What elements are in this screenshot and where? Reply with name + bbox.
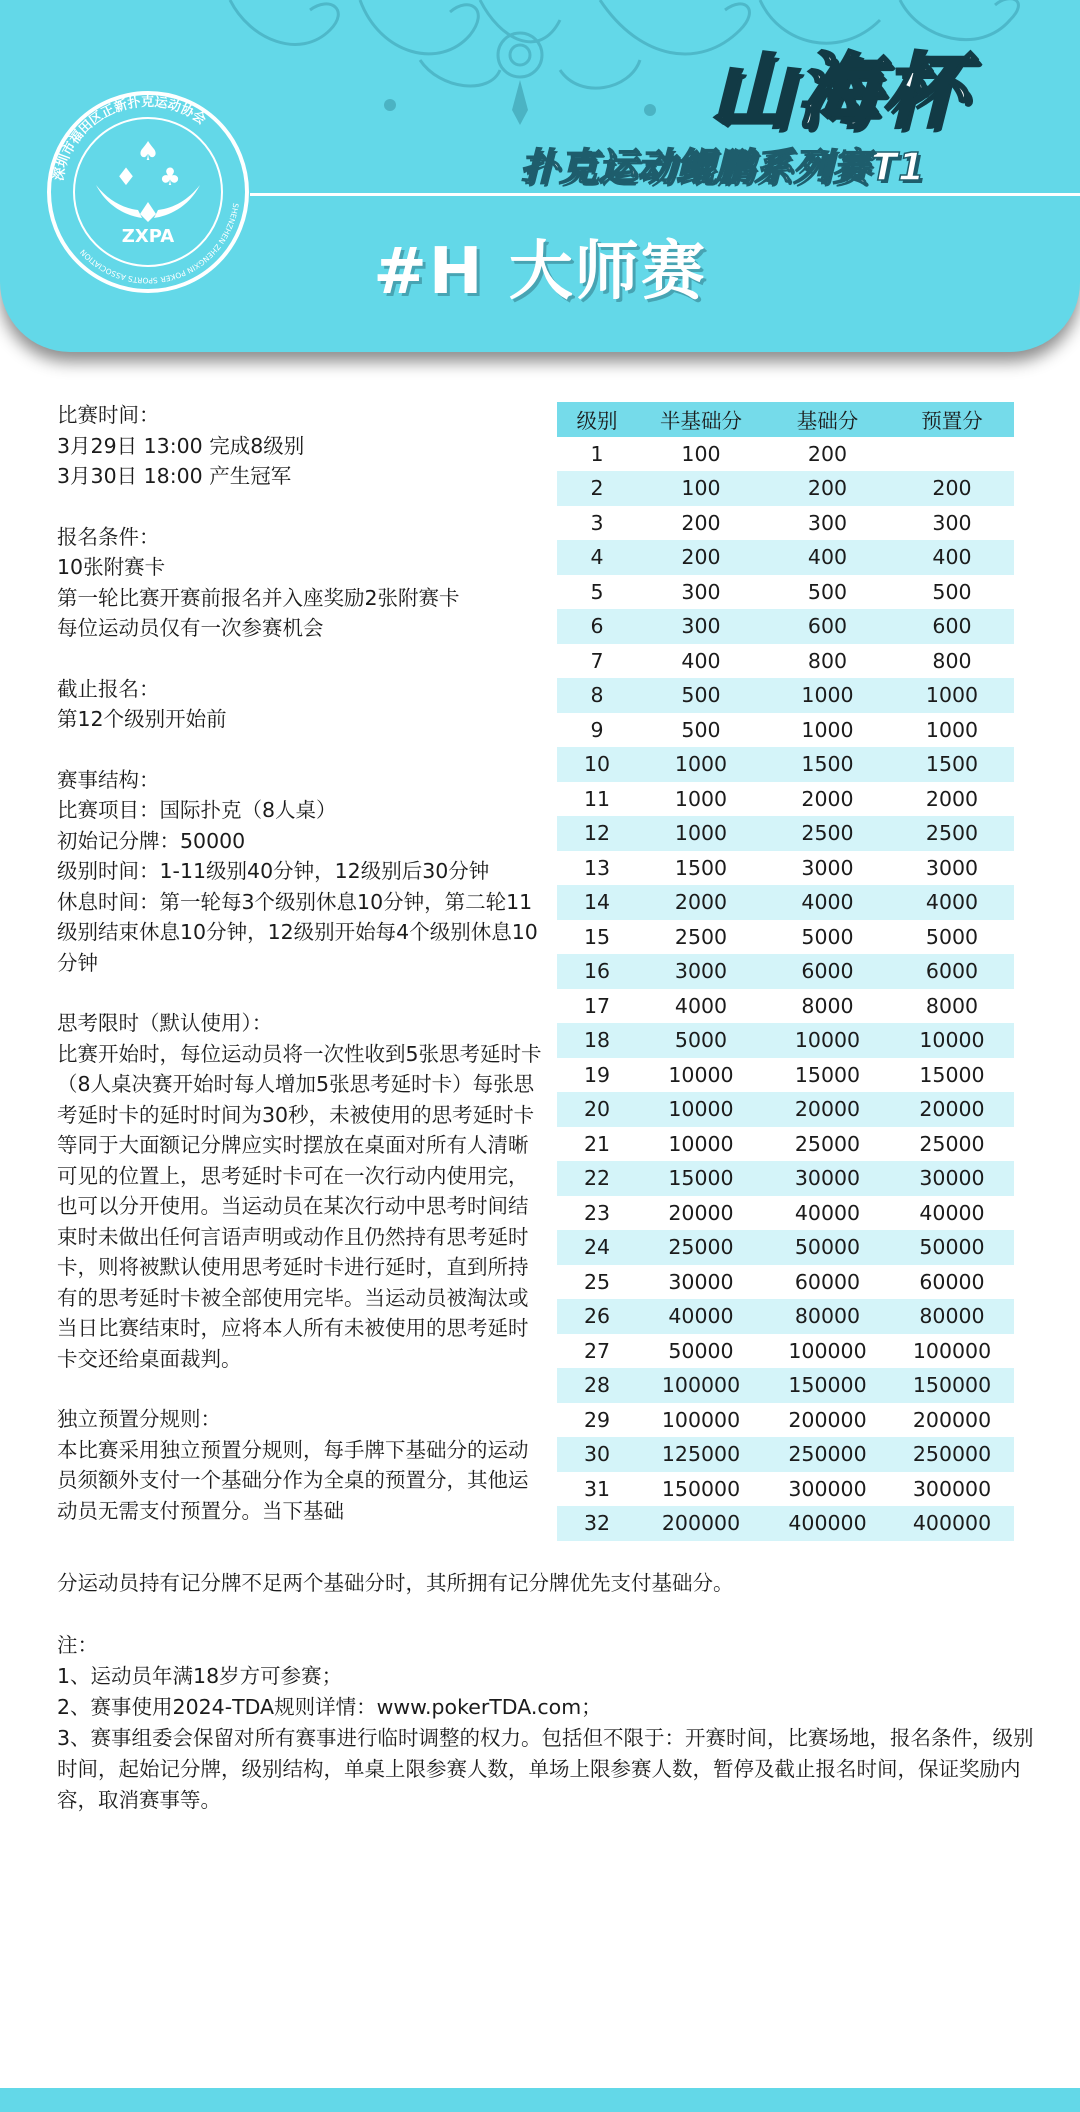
cell-ante: 6000 [925, 959, 979, 984]
cell-level: 28 [583, 1373, 611, 1398]
cell-ante: 500 [932, 579, 972, 604]
table-row [557, 1127, 1014, 1162]
cell-big-blind: 40000 [794, 1200, 861, 1225]
cell-ante: 1500 [925, 752, 979, 777]
cell-big-blind: 300000 [788, 1476, 867, 1501]
cell-big-blind: 1500 [801, 752, 854, 777]
structure-line: 初始记分牌：50000 [57, 828, 246, 853]
cell-ante: 200 [932, 476, 972, 501]
table-row [557, 782, 1014, 817]
cell-small-blind: 2500 [674, 924, 728, 949]
cell-big-blind: 200000 [788, 1407, 867, 1432]
cell-small-blind: 125000 [661, 1442, 741, 1467]
table-row [557, 609, 1014, 644]
cell-big-blind: 600 [807, 614, 848, 639]
cell-small-blind: 200 [681, 510, 721, 535]
cell-small-blind: 500 [681, 683, 721, 708]
cell-ante: 100000 [912, 1338, 992, 1363]
ante-body-tail: 分运动员持有记分牌不足两个基础分时，其所拥有记分牌优先支付基础分。 [57, 1571, 734, 1595]
note-item: 3、赛事组委会保留对所有赛事进行临时调整的权力。包括但不限于：开赛时间，比赛场地，报名条件，级别时间，起始记分牌，级别结构，单桌上限参赛人数，单场上限参赛人数，暂停及截止报名时间，保证奖励内容，取消赛事等。 [57, 1726, 1034, 1812]
cell-ante: 800 [932, 648, 972, 673]
cell-big-blind: 1000 [801, 717, 854, 742]
table-row [557, 954, 1014, 989]
cell-level: 1 [590, 441, 604, 466]
table-row [557, 747, 1014, 782]
cell-ante: 400 [932, 545, 972, 570]
table-row [557, 1058, 1014, 1093]
table-row [557, 851, 1014, 886]
cell-level: 23 [583, 1200, 611, 1225]
deadline-line: 第12个级别开始前 [57, 707, 227, 731]
ante-label: 独立预置分规则： [57, 1407, 221, 1431]
cell-big-blind: 20000 [794, 1097, 861, 1122]
table-row [557, 1023, 1014, 1058]
structure-line: 比赛项目：国际扑克（8人桌） [57, 798, 337, 822]
cell-level: 6 [590, 614, 604, 639]
table-row [557, 885, 1014, 920]
event-info [57, 400, 547, 1526]
time-label: 比赛时间： [57, 403, 160, 427]
cell-small-blind: 200000 [661, 1511, 741, 1536]
cell-level: 24 [583, 1235, 611, 1260]
cell-big-blind: 8000 [801, 993, 854, 1018]
cell-ante: 300000 [912, 1476, 992, 1501]
table-row [557, 989, 1014, 1024]
deadline-label: 截止报名： [57, 676, 160, 701]
cell-ante: 150000 [912, 1373, 992, 1398]
cell-big-blind: 30000 [794, 1166, 861, 1191]
cell-level: 29 [583, 1407, 611, 1432]
ante-body: 本比赛采用独立预置分规则，每手牌下基础分的运动员须额外支付一个基础分作为全桌的预置分，其他运动员无需支付预置分。当下基础 [57, 1437, 529, 1523]
cell-small-blind: 300 [681, 579, 721, 604]
cell-small-blind: 1500 [674, 855, 728, 880]
brand-subtitle: 扑克运动鲲鹏系列赛T1 [520, 145, 926, 189]
cell-ante: 50000 [919, 1235, 985, 1260]
note-item: 1、运动员年满18岁方可参赛； [57, 1664, 343, 1688]
cell-level: 30 [583, 1442, 611, 1467]
header-banner [0, 0, 1080, 352]
cell-level: 26 [583, 1304, 611, 1329]
table-row [557, 1299, 1014, 1334]
cell-ante: 20000 [919, 1097, 985, 1122]
cell-big-blind: 10000 [794, 1028, 861, 1053]
cell-level: 15 [583, 924, 611, 949]
table-row [557, 713, 1014, 748]
blind-structure-table [557, 402, 1014, 1541]
cell-big-blind: 1000 [801, 683, 854, 708]
cell-big-blind: 2500 [801, 821, 854, 846]
cell-level: 18 [583, 1028, 611, 1053]
cell-small-blind: 100 [681, 476, 721, 501]
cell-ante: 5000 [925, 924, 979, 949]
club-icon: ♣ [159, 163, 181, 191]
entry-label: 报名条件： [57, 524, 160, 549]
think-body: 比赛开始时，每位运动员将一次性收到5张思考延时卡（8人桌决赛开始时每人增加5张思考延时卡）每张思考延时卡的延时时间为30秒，未被使用的思考延时卡等同于大面额记分牌应实时摆放在桌面对所有人清晰可见的位置上，思考延时卡可在一次行动内使用完，也可以分开使用。当运动员在某次行动中思考时间结束时未做出任何言语声明或动作且仍然持有思考延时卡，则将被默认使用思考延时卡进行延时，直到所持有的思考延时卡被全部使用完毕。当运动员被淘汰或当日比赛结束时，应将本人所有未被使用的思考延时卡交还给桌面裁判。 [57, 1041, 542, 1371]
cell-level: 21 [583, 1131, 611, 1156]
table-row [557, 1092, 1014, 1127]
header-level: 级别 [576, 409, 618, 434]
cell-small-blind: 10000 [668, 1062, 734, 1087]
header-divider [250, 193, 1080, 196]
cell-level: 10 [583, 752, 611, 777]
cell-small-blind: 150000 [661, 1476, 741, 1501]
cell-ante [890, 437, 1014, 472]
cell-ante: 80000 [919, 1304, 985, 1329]
event-title: #H 大师赛 [373, 235, 707, 309]
cell-small-blind: 100000 [661, 1373, 741, 1398]
time-line: 3月29日 13:00 完成8级别 [57, 433, 305, 458]
cell-ante: 30000 [919, 1166, 985, 1191]
table-row [557, 1437, 1014, 1472]
cell-level: 3 [590, 510, 604, 535]
cell-ante: 4000 [925, 890, 979, 915]
cell-ante: 60000 [919, 1269, 985, 1294]
cell-small-blind: 400 [681, 648, 721, 673]
cell-ante: 15000 [919, 1062, 985, 1087]
cell-big-blind: 3000 [801, 855, 854, 880]
cell-level: 20 [583, 1097, 611, 1122]
cell-small-blind: 5000 [674, 1028, 728, 1053]
cell-big-blind: 15000 [794, 1062, 861, 1087]
cell-level: 31 [583, 1476, 611, 1501]
cell-small-blind: 30000 [668, 1269, 734, 1294]
cell-small-blind: 300 [681, 614, 721, 639]
cell-small-blind: 10000 [668, 1097, 734, 1122]
table-row [557, 678, 1014, 713]
note-item: 2、赛事使用2024-TDA规则详情：www.pokerTDA.com； [57, 1695, 602, 1719]
cell-big-blind: 2000 [801, 786, 854, 811]
cell-level: 14 [583, 890, 611, 915]
cell-level: 12 [583, 821, 611, 846]
cell-ante: 250000 [912, 1442, 992, 1467]
cell-ante: 2500 [925, 821, 979, 846]
cell-big-blind: 50000 [794, 1235, 861, 1260]
cell-big-blind: 5000 [801, 924, 854, 949]
cell-ante: 400000 [912, 1511, 992, 1536]
cell-small-blind: 4000 [674, 993, 728, 1018]
brand-title: 山海杯 [710, 45, 968, 140]
cell-level: 7 [590, 648, 604, 673]
cell-ante: 200000 [912, 1407, 992, 1432]
cell-small-blind: 40000 [668, 1304, 734, 1329]
cell-small-blind: 3000 [674, 959, 728, 984]
cell-small-blind: 100000 [661, 1407, 741, 1432]
cell-level: 17 [583, 993, 611, 1018]
table-row [557, 1265, 1014, 1300]
cell-level: 11 [583, 786, 611, 811]
cell-small-blind: 1000 [674, 786, 728, 811]
cell-big-blind: 25000 [794, 1131, 861, 1156]
table-row [557, 1334, 1014, 1369]
table-row [557, 920, 1014, 955]
cell-big-blind: 400000 [788, 1511, 867, 1536]
cell-level: 9 [590, 717, 604, 742]
cell-big-blind: 6000 [801, 959, 854, 984]
cell-big-blind: 200 [807, 476, 848, 501]
logo-ring-en: SHENZHEN ZHENGXIN POKER SPORTS ASSOCIATION [78, 202, 241, 286]
header-small-blind: 半基础分 [660, 409, 742, 434]
cell-small-blind: 1000 [674, 821, 728, 846]
cell-ante: 2000 [925, 786, 979, 811]
table-row [557, 1506, 1014, 1541]
cell-ante: 40000 [919, 1200, 985, 1225]
cell-big-blind: 500 [807, 579, 848, 604]
cell-level: 4 [590, 545, 604, 570]
table-row [557, 437, 1014, 472]
structure-label: 赛事结构： [57, 767, 160, 792]
table-row [557, 1196, 1014, 1231]
cell-ante: 8000 [925, 993, 979, 1018]
cell-level: 8 [590, 683, 604, 708]
cell-ante: 25000 [919, 1131, 985, 1156]
spade-icon: ♠ [136, 137, 160, 167]
cell-level: 25 [583, 1269, 611, 1294]
cell-small-blind: 20000 [668, 1200, 734, 1225]
cell-big-blind: 300 [807, 510, 848, 535]
cell-level: 19 [583, 1062, 611, 1087]
structure-break-text: 休息时间：第一轮每3个级别休息10分钟，第二轮11级别结束休息10分钟，12级别开始每4个级别休息10分钟 [57, 889, 538, 975]
logo-abbr: ZXPA [121, 226, 175, 247]
header-big-blind: 基础分 [796, 409, 859, 434]
table-row [557, 540, 1014, 575]
entry-line: 10张附赛卡 [57, 555, 166, 579]
cell-big-blind: 4000 [801, 890, 854, 915]
cell-level: 5 [590, 579, 604, 604]
cell-small-blind: 50000 [668, 1338, 734, 1363]
table-row [557, 506, 1014, 541]
table-row [557, 1403, 1014, 1438]
table-row [557, 1472, 1014, 1507]
cell-level: 27 [583, 1338, 611, 1363]
think-label: 思考限时（默认使用）： [57, 1011, 273, 1035]
table-row [557, 1230, 1014, 1265]
cell-level: 32 [583, 1511, 611, 1536]
cell-small-blind: 10000 [668, 1131, 734, 1156]
cell-small-blind: 1000 [674, 752, 728, 777]
table-row [557, 816, 1014, 851]
cell-ante: 3000 [925, 855, 979, 880]
cell-big-blind: 250000 [788, 1442, 867, 1467]
cell-level: 16 [583, 959, 611, 984]
cell-small-blind: 2000 [674, 890, 728, 915]
logo-ring-cn: 深圳市福田区正新扑克运动协会 [51, 94, 209, 183]
cell-small-blind: 25000 [668, 1235, 734, 1260]
table-row [557, 471, 1014, 506]
cell-big-blind: 200 [807, 441, 848, 466]
notes [57, 1630, 1037, 1816]
cell-small-blind: 15000 [668, 1166, 734, 1191]
table-header-row [557, 402, 1014, 437]
cell-ante: 1000 [925, 683, 979, 708]
table-row [557, 1368, 1014, 1403]
footer-bar [0, 2088, 1080, 2112]
diamond-icon: ♦ [115, 163, 137, 191]
cell-level: 2 [590, 476, 604, 501]
cell-ante: 300 [932, 510, 972, 535]
cell-big-blind: 800 [807, 648, 848, 673]
cell-level: 22 [583, 1166, 611, 1191]
header-ante: 预置分 [921, 409, 983, 434]
entry-line: 每位运动员仅有一次参赛机会 [57, 616, 324, 640]
table-row [557, 1161, 1014, 1196]
entry-line: 第一轮比赛开赛前报名并入座奖励2张附赛卡 [57, 585, 460, 610]
cell-small-blind: 500 [681, 717, 721, 742]
table-row [557, 575, 1014, 610]
cell-big-blind: 100000 [788, 1338, 867, 1363]
cell-big-blind: 150000 [788, 1373, 867, 1398]
cell-big-blind: 60000 [794, 1269, 861, 1294]
cell-small-blind: 200 [681, 545, 721, 570]
cell-ante: 10000 [919, 1028, 985, 1053]
cell-big-blind: 400 [807, 545, 848, 570]
cell-level: 13 [583, 855, 611, 880]
cell-ante: 600 [932, 614, 972, 639]
cell-small-blind: 100 [681, 441, 721, 466]
notes-label: 注： [57, 1633, 98, 1657]
cell-big-blind: 80000 [794, 1304, 861, 1329]
structure-line: 级别时间：1-11级别40分钟，12级别后30分钟 [57, 859, 490, 883]
time-line: 3月30日 18:00 产生冠军 [57, 464, 292, 488]
cell-ante: 1000 [925, 717, 979, 742]
table-row [557, 644, 1014, 679]
